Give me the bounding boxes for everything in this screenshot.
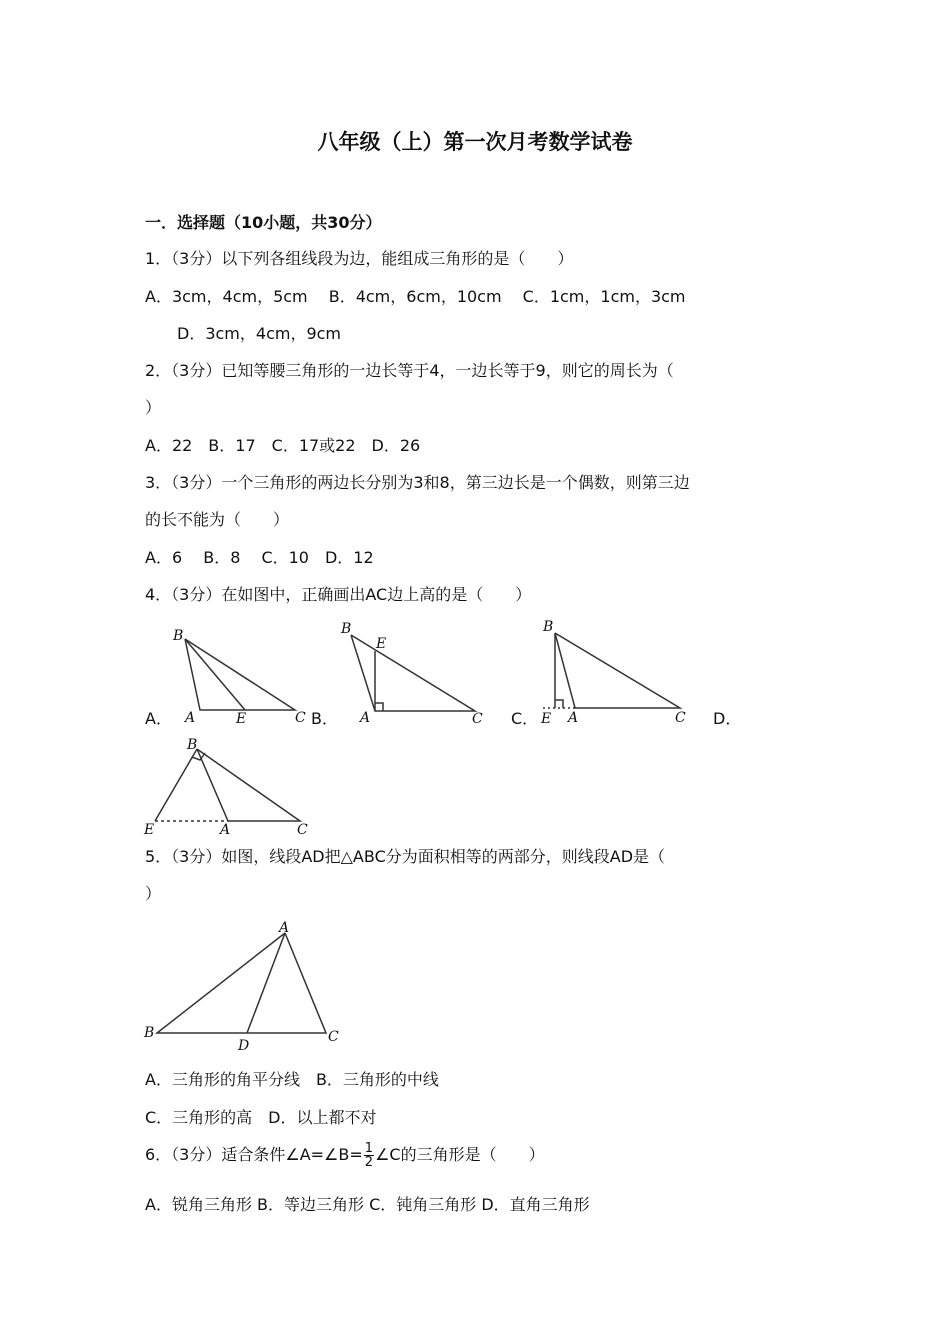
segment-be: [185, 639, 245, 710]
label-b: B: [543, 619, 554, 635]
label-e: E: [376, 636, 387, 652]
right-angle-mark: [555, 700, 563, 708]
q6-stem-after: ∠C的三角形是（ ）: [375, 1145, 545, 1164]
triangle-abc: [351, 635, 475, 711]
q6-stem-before: 6．（3分）适合条件∠A=∠B=: [145, 1145, 363, 1164]
q4-option-b-label: B．: [311, 709, 338, 728]
q6-stem: [145, 1142, 545, 1169]
q4-figure-a: [165, 625, 315, 730]
label-c: C: [297, 822, 308, 838]
label-b: B: [187, 737, 198, 753]
q6-options: A．锐角三角形 B．等边三角形 C．钝角三角形 D．直角三角形: [145, 1195, 590, 1214]
label-c: C: [472, 711, 483, 727]
q1-options-line1: A．3cm，4cm，5cm B．4cm，6cm，10cm C．1cm，1cm，3cm: [145, 287, 686, 306]
label-b: B: [173, 628, 184, 644]
q2-options: A．22 B．17 C．17或22 D．26: [145, 436, 421, 455]
q4-option-d-label: D．: [713, 709, 742, 728]
label-a: A: [360, 710, 371, 726]
q6-fraction-denominator: 2: [364, 1155, 374, 1170]
label-b: B: [144, 1025, 155, 1041]
label-e: E: [236, 711, 247, 727]
q4-option-c-label: C．: [511, 709, 539, 728]
altitude-be: [155, 749, 197, 821]
triangle-abc: [157, 933, 326, 1033]
q1-stem: 1．（3分）以下列各组线段为边，能组成三角形的是（ ）: [145, 249, 574, 268]
label-a: A: [568, 710, 579, 726]
label-a: A: [279, 920, 290, 936]
label-d: D: [238, 1038, 250, 1054]
label-c: C: [295, 710, 306, 726]
label-c: C: [328, 1029, 339, 1045]
right-angle-mark: [375, 703, 383, 711]
label-a: A: [185, 710, 196, 726]
q2-stem-line2: ）: [145, 398, 162, 417]
triangle-abc: [555, 633, 680, 708]
q5-stem-line1: 5．（3分）如图，线段AD把△ABC分为面积相等的两部分，则线段AD是（: [145, 847, 666, 866]
q5-stem-line2: ）: [145, 884, 162, 903]
q2-stem-line1: 2．（3分）已知等腰三角形的一边长等于4，一边长等于9，则它的周长为（: [145, 361, 674, 380]
label-e: E: [144, 822, 155, 838]
q5-figure: [140, 915, 350, 1055]
q5-options-line1: A．三角形的角平分线 B．三角形的中线: [145, 1070, 439, 1089]
q5-options-line2: C．三角形的高 D．以上都不对: [145, 1108, 377, 1127]
q4-option-a-label: A．: [145, 709, 172, 728]
label-b: B: [341, 621, 352, 637]
q4-figure-d: [140, 733, 320, 843]
page-title: 八年级（上）第一次月考数学试卷: [317, 130, 633, 154]
section-heading: 一．选择题（10小题，共30分）: [145, 213, 382, 232]
triangle-abc: [197, 749, 300, 821]
label-a: A: [220, 822, 231, 838]
triangle-abc: [185, 639, 295, 710]
q3-stem-line2: 的长不能为（ ）: [145, 510, 290, 529]
q3-options: A．6 B．8 C．10 D．12: [145, 548, 374, 567]
q6-fraction-numerator: 1: [364, 1141, 374, 1156]
label-c: C: [675, 710, 686, 726]
q4-stem: 4．（3分）在如图中，正确画出AC边上高的是（ ）: [145, 585, 532, 604]
q4-figure-b: [335, 615, 495, 730]
q6-fraction: [364, 1142, 374, 1169]
q1-options-line2: D．3cm，4cm，9cm: [177, 324, 342, 343]
q3-stem-line1: 3．（3分）一个三角形的两边长分别为3和8，第三边长是一个偶数，则第三边: [145, 473, 690, 492]
q4-figure-c: [535, 615, 695, 730]
label-e: E: [541, 711, 552, 727]
